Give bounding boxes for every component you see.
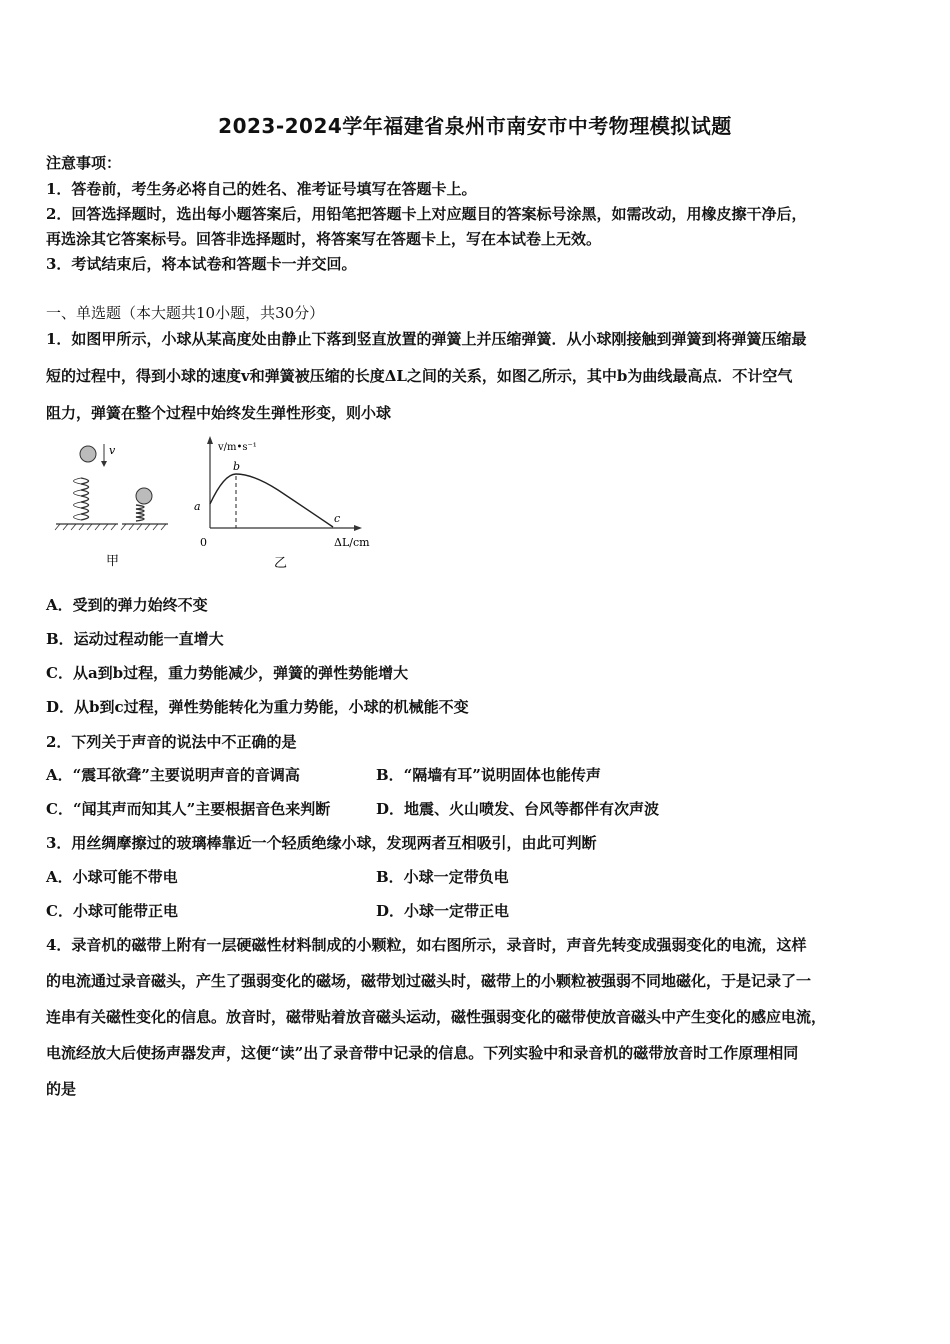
q4-line-2: 的电流通过录音磁头，产生了强弱变化的磁场，磁带划过磁头时，磁带上的小颗粒被强弱不同地磁化，于是记录了一 — [46, 972, 812, 990]
q3-stem: 3．用丝绸摩擦过的玻璃棒靠近一个轻质绝缘小球，发现两者互相吸引，由此可判断 — [46, 834, 597, 852]
q1-option-b: B．运动过程动能一直增大 — [46, 630, 224, 648]
notice-item-3: 3．考试结束后，将本试卷和答题卡一并交回。 — [46, 255, 357, 273]
section-heading: 一、单选题（本大题共10小题，共30分） — [46, 304, 325, 322]
spring-relaxed — [74, 478, 89, 520]
q1-line-3: 阻力，弹簧在整个过程中始终发生弹性形变，则小球 — [46, 404, 392, 422]
notice-heading: 注意事项： — [46, 154, 122, 172]
point-c-label: c — [334, 512, 341, 525]
q3-option-d: D．小球一定带正电 — [376, 902, 510, 920]
label-yi: 乙 — [274, 556, 288, 571]
q1-line-1: 1．如图甲所示，小球从某高度处由静止下落到竖直放置的弹簧上并压缩弹簧．从小球刚接触到弹簧到将弹簧压缩最 — [46, 330, 807, 348]
q1-figure — [48, 430, 388, 580]
x-axis-arrow — [354, 525, 362, 531]
notice-item-1: 1．答卷前，考生务必将自己的姓名、准考证号填写在答题卡上。 — [46, 180, 477, 198]
exam-title: 2023-2024学年福建省泉州市南安市中考物理模拟试题 — [218, 114, 732, 138]
y-axis-arrow — [207, 436, 213, 444]
q1-figure-svg — [48, 430, 388, 580]
q4-line-4: 电流经放大后使扬声器发声，这便“读”出了录音带中记录的信息。下列实验中和录音机的磁带放音时工作原理相同 — [46, 1044, 799, 1062]
ball-falling — [80, 446, 96, 462]
point-b-label: b — [233, 460, 241, 473]
q3-option-a: A．小球可能不带电 — [46, 868, 178, 886]
ball-on-spring — [136, 488, 152, 504]
ground-hatch-1 — [55, 524, 116, 530]
velocity-arrow-head — [101, 461, 107, 467]
q2-stem: 2．下列关于声音的说法中不正确的是 — [46, 733, 297, 751]
q4-line-3: 连串有关磁性变化的信息。放音时，磁带贴着放音磁头运动，磁性强弱变化的磁带使放音磁头中产生变化的感应电流， — [46, 1008, 827, 1026]
v-label: v — [109, 444, 116, 457]
q1-option-c: C．从a到b过程，重力势能减少，弹簧的弹性势能增大 — [46, 664, 409, 682]
q2-option-a: A．“震耳欲聋”主要说明声音的音调高 — [46, 766, 300, 784]
q2-option-d: D．地震、火山喷发、台风等都伴有次声波 — [376, 800, 660, 818]
q3-option-c: C．小球可能带正电 — [46, 902, 178, 920]
notice-item-2: 2．回答选择题时，选出每小题答案后，用铅笔把答题卡上对应题目的答案标号涂黑，如需改动，用橡皮擦干净后， — [46, 205, 807, 223]
q2-option-b: B．“隔墙有耳”说明固体也能传声 — [376, 766, 601, 784]
q1-option-d: D．从b到c过程，弹性势能转化为重力势能，小球的机械能不变 — [46, 698, 469, 716]
q1-line-2: 短的过程中，得到小球的速度v和弹簧被压缩的长度ΔL之间的关系，如图乙所示，其中b为曲线最高点．不计空气 — [46, 367, 793, 385]
x-axis-label: ΔL/cm — [334, 536, 370, 549]
ground-hatch-2 — [121, 524, 166, 530]
q3-option-b: B．小球一定带负电 — [376, 868, 509, 886]
velocity-curve — [210, 474, 333, 527]
spring-compressed — [136, 505, 144, 521]
point-a-label: a — [194, 500, 201, 513]
notice-item-2-cont: 再选涂其它答案标号。回答非选择题时，将答案写在答题卡上，写在本试卷上无效。 — [46, 230, 602, 248]
q2-option-c: C．“闻其声而知其人”主要根据音色来判断 — [46, 800, 331, 818]
y-axis-label: v/m•s⁻¹ — [218, 442, 257, 453]
origin-label: 0 — [200, 536, 207, 549]
q4-line-5: 的是 — [46, 1080, 77, 1098]
label-jia: 甲 — [106, 554, 120, 569]
q4-line-1: 4．录音机的磁带上附有一层硬磁性材料制成的小颗粒，如右图所示，录音时，声音先转变成强弱变化的电流，这样 — [46, 936, 807, 954]
q1-option-a: A．受到的弹力始终不变 — [46, 596, 208, 614]
